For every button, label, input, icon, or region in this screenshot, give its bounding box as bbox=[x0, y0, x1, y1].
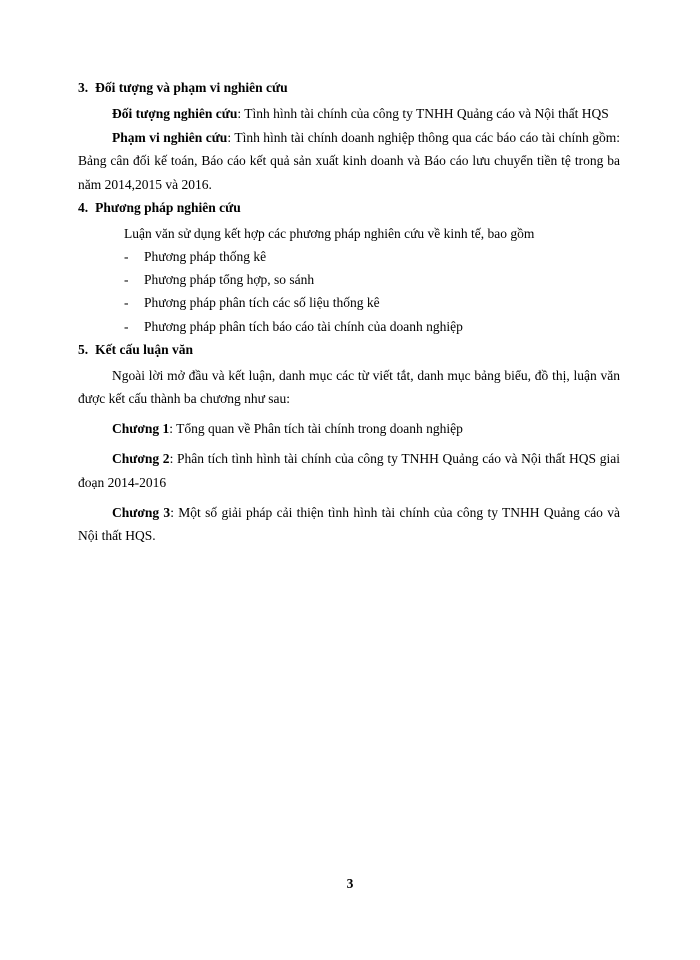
section-4-intro: Luận văn sử dụng kết hợp các phương pháp nghiên cứu về kinh tế, bao gồm bbox=[124, 225, 535, 241]
chapter-2-lead: Chương 2 bbox=[112, 451, 170, 467]
chapter-1-lead: Chương 1 bbox=[112, 421, 170, 437]
section-5-number: 5. bbox=[78, 341, 89, 357]
page-number: 3 bbox=[346, 876, 354, 891]
section-5-intro: Ngoài lời mở đầu và kết luận, danh mục các từ viết tắt, danh mục bảng biểu, đồ thị, luận văn được kết cấu thành ba chương như sau: bbox=[78, 367, 620, 406]
dash-icon: - bbox=[124, 318, 129, 334]
section-3-heading bbox=[78, 78, 620, 99]
section-3-paragraph-1-text: : Tình hình tài chính của công ty TNHH Quảng cáo và Nội thất HQS bbox=[237, 105, 609, 121]
section-5 bbox=[78, 340, 620, 547]
chapter-3-lead: Chương 3 bbox=[112, 504, 171, 520]
section-5-title: Kết cấu luận văn bbox=[95, 341, 194, 357]
list-item bbox=[78, 291, 620, 314]
section-3-paragraph-2-lead: Phạm vi nghiên cứu bbox=[112, 130, 228, 146]
section-4-number: 4. bbox=[78, 199, 89, 215]
chapter-3 bbox=[78, 501, 620, 547]
list-item bbox=[78, 245, 620, 268]
list-item-label: Phương pháp phân tích các số liệu thống kê bbox=[144, 295, 380, 311]
dash-icon: - bbox=[124, 248, 129, 264]
section-4-title: Phương pháp nghiên cứu bbox=[95, 199, 241, 215]
section-3-paragraph-1 bbox=[78, 102, 620, 125]
chapter-3-text: : Một số giải pháp cải thiện tình hình tài chính của công ty TNHH Quảng cáo và Nội thất HQS. bbox=[78, 504, 621, 544]
chapter-1-text: : Tổng quan về Phân tích tài chính trong doanh nghiệp bbox=[169, 421, 463, 437]
section-4-bullet-list bbox=[78, 245, 620, 338]
list-item bbox=[78, 268, 620, 291]
chapter-1 bbox=[78, 417, 620, 440]
section-3-paragraph-2-text: : Tình hình tài chính doanh nghiệp thông qua các báo cáo tài chính gồm: Bảng cân đối kế toán, Báo cáo kết quả sản xuất kinh doanh và Báo cáo lưu chuyển tiền tệ trong ba năm 2014,2015 và 2016. bbox=[78, 130, 620, 192]
list-item-label: Phương pháp phân tích báo cáo tài chính của doanh nghiệp bbox=[144, 318, 463, 334]
dash-icon: - bbox=[124, 272, 129, 288]
section-5-heading bbox=[78, 340, 620, 361]
section-3-paragraph-1-lead: Đối tượng nghiên cứu bbox=[112, 105, 238, 121]
list-item-label: Phương pháp tổng hợp, so sánh bbox=[144, 272, 315, 288]
chapter-2 bbox=[78, 447, 620, 493]
section-4 bbox=[78, 198, 620, 338]
dash-icon: - bbox=[124, 295, 129, 311]
section-3-paragraph-2 bbox=[78, 126, 620, 196]
chapter-2-text: : Phân tích tình hình tài chính của công ty TNHH Quảng cáo và Nội thất HQS giai đoạn 2014-2016 bbox=[78, 451, 621, 490]
section-3 bbox=[78, 78, 620, 196]
section-4-heading bbox=[78, 198, 620, 219]
list-item bbox=[78, 315, 620, 338]
section-3-title: Đối tượng và phạm vi nghiên cứu bbox=[95, 80, 288, 95]
list-item-label: Phương pháp thống kê bbox=[144, 248, 267, 264]
section-3-number: 3. bbox=[78, 80, 89, 95]
